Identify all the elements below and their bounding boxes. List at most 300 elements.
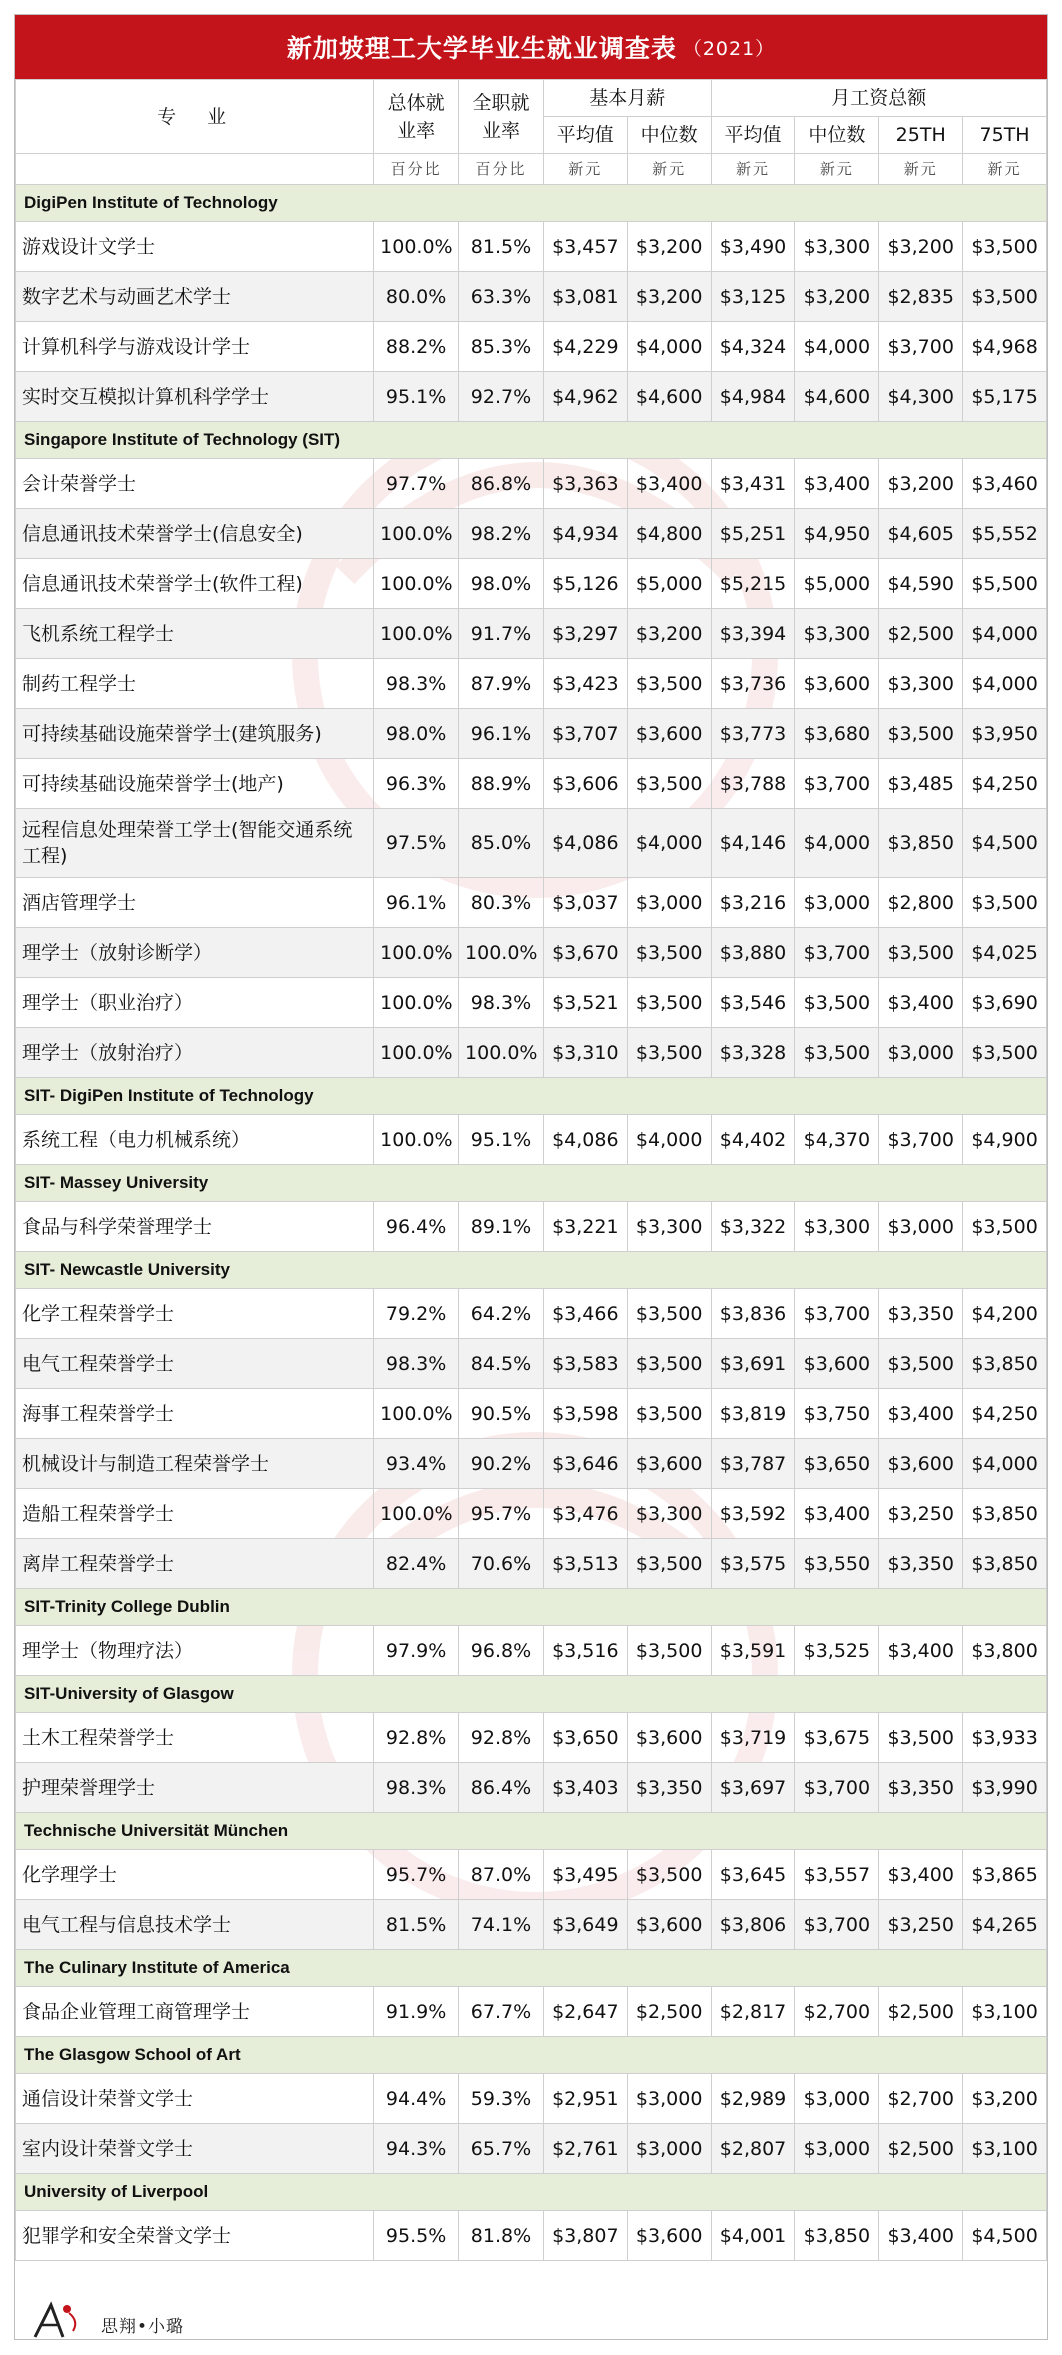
data-cell: 63.3% xyxy=(459,272,544,322)
data-cell: $5,500 xyxy=(963,559,1047,609)
data-cell: $3,650 xyxy=(795,1439,879,1489)
section-row xyxy=(16,1165,1047,1202)
data-cell: 92.8% xyxy=(374,1713,459,1763)
data-cell: $2,700 xyxy=(879,2074,963,2124)
data-cell: $3,500 xyxy=(627,1626,711,1676)
data-cell: $3,500 xyxy=(963,878,1047,928)
data-cell: $3,490 xyxy=(711,222,795,272)
major-name: 食品企业管理工商管理学士 xyxy=(16,1987,374,2037)
major-name: 计算机科学与游戏设计学士 xyxy=(16,322,374,372)
unit-sgd: 新元 xyxy=(879,154,963,185)
major-name: 理学士（放射治疗） xyxy=(16,1028,374,1078)
section-title: SIT-University of Glasgow xyxy=(16,1676,1047,1713)
data-cell: $3,423 xyxy=(543,659,627,709)
data-cell: 95.7% xyxy=(374,1850,459,1900)
data-cell: $3,521 xyxy=(543,978,627,1028)
data-cell: $3,300 xyxy=(627,1202,711,1252)
data-cell: $3,400 xyxy=(879,1850,963,1900)
data-cell: $2,951 xyxy=(543,2074,627,2124)
data-cell: $3,328 xyxy=(711,1028,795,1078)
data-cell: $3,697 xyxy=(711,1763,795,1813)
data-cell: $4,962 xyxy=(543,372,627,422)
section-title: SIT- Newcastle University xyxy=(16,1252,1047,1289)
data-cell: $3,500 xyxy=(879,928,963,978)
data-cell: $3,200 xyxy=(627,609,711,659)
major-name: 信息通讯技术荣誉学士(信息安全) xyxy=(16,509,374,559)
major-name: 系统工程（电力机械系统） xyxy=(16,1115,374,1165)
data-cell: $3,457 xyxy=(543,222,627,272)
section-title: SIT- Massey University xyxy=(16,1165,1047,1202)
col-gross-median: 中位数 xyxy=(795,117,879,154)
data-cell: 82.4% xyxy=(374,1539,459,1589)
data-cell: $4,590 xyxy=(879,559,963,609)
data-cell: 92.7% xyxy=(459,372,544,422)
section-row xyxy=(16,422,1047,459)
data-cell: $3,600 xyxy=(795,1339,879,1389)
data-cell: $3,300 xyxy=(795,609,879,659)
table-row xyxy=(16,1489,1047,1539)
data-cell: $3,400 xyxy=(627,459,711,509)
data-cell: $4,605 xyxy=(879,509,963,559)
data-cell: $3,591 xyxy=(711,1626,795,1676)
data-cell: $4,086 xyxy=(543,809,627,878)
data-cell: $3,600 xyxy=(627,1900,711,1950)
data-cell: $3,598 xyxy=(543,1389,627,1439)
unit-sgd: 新元 xyxy=(795,154,879,185)
data-cell: $3,500 xyxy=(795,978,879,1028)
data-cell: $3,500 xyxy=(627,1389,711,1439)
data-cell: $3,350 xyxy=(879,1539,963,1589)
data-cell: $3,500 xyxy=(879,1339,963,1389)
data-cell: 98.3% xyxy=(374,1763,459,1813)
data-cell: $2,500 xyxy=(879,609,963,659)
major-name: 食品与科学荣誉理学士 xyxy=(16,1202,374,1252)
data-cell: $5,215 xyxy=(711,559,795,609)
data-cell: 94.3% xyxy=(374,2124,459,2174)
major-name: 护理荣誉理学士 xyxy=(16,1763,374,1813)
data-cell: 97.7% xyxy=(374,459,459,509)
data-cell: 80.0% xyxy=(374,272,459,322)
unit-sgd: 新元 xyxy=(543,154,627,185)
page-title xyxy=(15,15,1047,79)
col-basic-median: 中位数 xyxy=(627,117,711,154)
data-cell: $3,460 xyxy=(963,459,1047,509)
data-cell: 100.0% xyxy=(374,609,459,659)
data-cell: $3,700 xyxy=(795,759,879,809)
major-name: 犯罪学和安全荣誉文学士 xyxy=(16,2211,374,2261)
data-cell: $3,650 xyxy=(543,1713,627,1763)
data-cell: $3,546 xyxy=(711,978,795,1028)
section-title: Technische Universität München xyxy=(16,1813,1047,1850)
table-row xyxy=(16,1202,1047,1252)
data-cell: $4,900 xyxy=(963,1115,1047,1165)
data-cell: $3,322 xyxy=(711,1202,795,1252)
data-cell: $3,700 xyxy=(795,1900,879,1950)
major-name: 土木工程荣誉学士 xyxy=(16,1713,374,1763)
data-cell: $4,600 xyxy=(627,372,711,422)
data-cell: $3,100 xyxy=(963,1987,1047,2037)
data-cell: $4,265 xyxy=(963,1900,1047,1950)
data-cell: $3,865 xyxy=(963,1850,1047,1900)
data-cell: $3,773 xyxy=(711,709,795,759)
data-cell: 95.7% xyxy=(459,1489,544,1539)
major-name: 可持续基础设施荣誉学士(建筑服务) xyxy=(16,709,374,759)
data-cell: 84.5% xyxy=(459,1339,544,1389)
data-cell: 94.4% xyxy=(374,2074,459,2124)
data-cell: $3,400 xyxy=(879,1389,963,1439)
table-row xyxy=(16,928,1047,978)
data-cell: $3,500 xyxy=(627,978,711,1028)
data-cell: $3,250 xyxy=(879,1489,963,1539)
data-cell: $3,350 xyxy=(879,1763,963,1813)
col-overall-rate: 总体就业率 xyxy=(374,80,459,154)
data-cell: $3,850 xyxy=(795,2211,879,2261)
data-cell: $3,000 xyxy=(795,878,879,928)
data-cell: $3,700 xyxy=(879,322,963,372)
table-row xyxy=(16,709,1047,759)
data-cell: 98.3% xyxy=(459,978,544,1028)
data-cell: $3,400 xyxy=(795,1489,879,1539)
data-cell: 96.1% xyxy=(459,709,544,759)
data-cell: $3,675 xyxy=(795,1713,879,1763)
data-cell: $3,645 xyxy=(711,1850,795,1900)
table-row xyxy=(16,878,1047,928)
data-cell: $4,025 xyxy=(963,928,1047,978)
data-cell: $3,500 xyxy=(627,1539,711,1589)
data-cell: $3,394 xyxy=(711,609,795,659)
data-cell: $4,370 xyxy=(795,1115,879,1165)
data-cell: $3,670 xyxy=(543,928,627,978)
table-row xyxy=(16,978,1047,1028)
table-row xyxy=(16,1713,1047,1763)
section-title: The Culinary Institute of America xyxy=(16,1950,1047,1987)
data-cell: $3,600 xyxy=(627,709,711,759)
data-cell: $4,000 xyxy=(963,659,1047,709)
table-row xyxy=(16,509,1047,559)
data-cell: $3,200 xyxy=(879,459,963,509)
data-cell: $3,700 xyxy=(795,928,879,978)
table-row xyxy=(16,2211,1047,2261)
table-row xyxy=(16,1763,1047,1813)
data-cell: $3,000 xyxy=(795,2074,879,2124)
data-cell: $3,350 xyxy=(627,1763,711,1813)
data-cell: $3,500 xyxy=(795,1028,879,1078)
major-name: 理学士（放射诊断学） xyxy=(16,928,374,978)
data-cell: $3,500 xyxy=(627,659,711,709)
data-cell: $3,719 xyxy=(711,1713,795,1763)
data-cell: $3,600 xyxy=(795,659,879,709)
data-cell: $4,000 xyxy=(795,809,879,878)
data-cell: $3,690 xyxy=(963,978,1047,1028)
title-text: 新加坡理工大学毕业生就业调查表 xyxy=(286,34,677,63)
table-row xyxy=(16,1987,1047,2037)
data-cell: $3,990 xyxy=(963,1763,1047,1813)
data-cell: $3,592 xyxy=(711,1489,795,1539)
data-cell: $3,600 xyxy=(627,1713,711,1763)
major-name: 理学士（物理疗法） xyxy=(16,1626,374,1676)
data-cell: 95.1% xyxy=(459,1115,544,1165)
data-cell: 85.3% xyxy=(459,322,544,372)
data-cell: $3,500 xyxy=(627,759,711,809)
data-cell: $3,000 xyxy=(879,1202,963,1252)
data-cell: 93.4% xyxy=(374,1439,459,1489)
data-cell: $3,400 xyxy=(879,2211,963,2261)
major-name: 机械设计与制造工程荣誉学士 xyxy=(16,1439,374,1489)
data-cell: $2,835 xyxy=(879,272,963,322)
table-row xyxy=(16,759,1047,809)
data-cell: $3,680 xyxy=(795,709,879,759)
major-name: 数字艺术与动画艺术学士 xyxy=(16,272,374,322)
data-cell: $4,000 xyxy=(627,809,711,878)
data-cell: $3,649 xyxy=(543,1900,627,1950)
data-cell: $3,100 xyxy=(963,2124,1047,2174)
data-cell: 79.2% xyxy=(374,1289,459,1339)
table-row xyxy=(16,1028,1047,1078)
data-cell: 80.3% xyxy=(459,878,544,928)
data-cell: $3,476 xyxy=(543,1489,627,1539)
data-cell: 96.8% xyxy=(459,1626,544,1676)
col-basic-salary: 基本月薪 xyxy=(543,80,711,117)
data-cell: $3,037 xyxy=(543,878,627,928)
data-cell: 64.2% xyxy=(459,1289,544,1339)
data-cell: $2,500 xyxy=(627,1987,711,2037)
data-cell: $4,250 xyxy=(963,1389,1047,1439)
table-row xyxy=(16,1439,1047,1489)
data-cell: 100.0% xyxy=(374,978,459,1028)
data-cell: $3,200 xyxy=(795,272,879,322)
major-name: 化学工程荣誉学士 xyxy=(16,1289,374,1339)
table-row xyxy=(16,459,1047,509)
major-name: 远程信息处理荣誉工学士(智能交通系统工程) xyxy=(16,809,374,878)
data-cell: 86.8% xyxy=(459,459,544,509)
major-name: 酒店管理学士 xyxy=(16,878,374,928)
data-cell: $3,806 xyxy=(711,1900,795,1950)
data-cell: $2,700 xyxy=(795,1987,879,2037)
data-cell: $3,216 xyxy=(711,878,795,928)
data-cell: 65.7% xyxy=(459,2124,544,2174)
data-cell: $4,000 xyxy=(963,609,1047,659)
data-cell: 98.2% xyxy=(459,509,544,559)
major-name: 通信设计荣誉文学士 xyxy=(16,2074,374,2124)
data-cell: $4,000 xyxy=(627,322,711,372)
data-cell: 98.0% xyxy=(374,709,459,759)
col-fulltime-rate: 全职就业率 xyxy=(459,80,544,154)
data-cell: $2,817 xyxy=(711,1987,795,2037)
data-cell: $4,324 xyxy=(711,322,795,372)
data-cell: 88.9% xyxy=(459,759,544,809)
section-row xyxy=(16,1950,1047,1987)
data-cell: 85.0% xyxy=(459,809,544,878)
data-cell: $3,700 xyxy=(795,1289,879,1339)
data-cell: $3,200 xyxy=(963,2074,1047,2124)
data-cell: $3,400 xyxy=(879,978,963,1028)
table-row xyxy=(16,372,1047,422)
table-row xyxy=(16,2074,1047,2124)
data-cell: $5,000 xyxy=(795,559,879,609)
data-cell: $3,525 xyxy=(795,1626,879,1676)
data-cell: $3,933 xyxy=(963,1713,1047,1763)
footer-brand: 思翔•小璐 xyxy=(101,2317,185,2337)
data-cell: $3,400 xyxy=(879,1626,963,1676)
section-row xyxy=(16,1078,1047,1115)
data-cell: $4,800 xyxy=(627,509,711,559)
data-cell: $5,000 xyxy=(627,559,711,609)
data-cell: 100.0% xyxy=(459,1028,544,1078)
major-name: 会计荣誉学士 xyxy=(16,459,374,509)
data-cell: $3,850 xyxy=(879,809,963,878)
data-cell: 100.0% xyxy=(374,559,459,609)
data-cell: $4,500 xyxy=(963,809,1047,878)
data-cell: $3,221 xyxy=(543,1202,627,1252)
unit-empty xyxy=(16,154,374,185)
table-body xyxy=(16,185,1047,2261)
data-cell: 100.0% xyxy=(374,1389,459,1439)
data-cell: $3,736 xyxy=(711,659,795,709)
data-cell: $3,403 xyxy=(543,1763,627,1813)
data-cell: $3,819 xyxy=(711,1389,795,1439)
data-cell: $3,500 xyxy=(963,222,1047,272)
section-title: University of Liverpool xyxy=(16,2174,1047,2211)
data-cell: $3,363 xyxy=(543,459,627,509)
data-cell: $3,575 xyxy=(711,1539,795,1589)
data-cell: $5,126 xyxy=(543,559,627,609)
data-cell: 81.5% xyxy=(374,1900,459,1950)
data-cell: $3,125 xyxy=(711,272,795,322)
data-cell: 67.7% xyxy=(459,1987,544,2037)
data-cell: $5,552 xyxy=(963,509,1047,559)
employment-table xyxy=(15,79,1047,2261)
table-row xyxy=(16,222,1047,272)
data-cell: 92.8% xyxy=(459,1713,544,1763)
data-cell: $2,800 xyxy=(879,878,963,928)
major-name: 制药工程学士 xyxy=(16,659,374,709)
unit-sgd: 新元 xyxy=(963,154,1047,185)
data-cell: $3,807 xyxy=(543,2211,627,2261)
table-row xyxy=(16,809,1047,878)
major-name: 海事工程荣誉学士 xyxy=(16,1389,374,1439)
data-cell: $3,787 xyxy=(711,1439,795,1489)
data-cell: 97.9% xyxy=(374,1626,459,1676)
data-cell: 87.9% xyxy=(459,659,544,709)
data-cell: $3,466 xyxy=(543,1289,627,1339)
data-cell: $3,750 xyxy=(795,1389,879,1439)
section-title: SIT-Trinity College Dublin xyxy=(16,1589,1047,1626)
col-major: 专 业 xyxy=(16,80,374,154)
data-cell: $3,836 xyxy=(711,1289,795,1339)
unit-sgd: 新元 xyxy=(711,154,795,185)
data-cell: $3,485 xyxy=(879,759,963,809)
data-cell: 74.1% xyxy=(459,1900,544,1950)
major-name: 电气工程荣誉学士 xyxy=(16,1339,374,1389)
major-name: 造船工程荣誉学士 xyxy=(16,1489,374,1539)
data-cell: $3,081 xyxy=(543,272,627,322)
data-cell: $5,175 xyxy=(963,372,1047,422)
data-cell: $3,400 xyxy=(795,459,879,509)
data-cell: $3,707 xyxy=(543,709,627,759)
table-row xyxy=(16,2124,1047,2174)
table-row xyxy=(16,1115,1047,1165)
table-row xyxy=(16,272,1047,322)
table-row xyxy=(16,1539,1047,1589)
data-cell: $3,788 xyxy=(711,759,795,809)
data-cell: $3,550 xyxy=(795,1539,879,1589)
data-cell: $4,146 xyxy=(711,809,795,878)
data-cell: $3,500 xyxy=(963,272,1047,322)
col-gross-p75: 75TH xyxy=(963,117,1047,154)
data-cell: 86.4% xyxy=(459,1763,544,1813)
data-cell: 81.8% xyxy=(459,2211,544,2261)
data-cell: 100.0% xyxy=(374,928,459,978)
data-cell: $3,600 xyxy=(879,1439,963,1489)
section-row xyxy=(16,2037,1047,2074)
data-cell: 59.3% xyxy=(459,2074,544,2124)
data-cell: $4,000 xyxy=(627,1115,711,1165)
data-cell: $3,606 xyxy=(543,759,627,809)
data-cell: $4,600 xyxy=(795,372,879,422)
data-cell: $3,700 xyxy=(879,1115,963,1165)
data-cell: $3,583 xyxy=(543,1339,627,1389)
table-row xyxy=(16,559,1047,609)
data-cell: $3,300 xyxy=(795,222,879,272)
col-gross-p25: 25TH xyxy=(879,117,963,154)
data-cell: 100.0% xyxy=(374,1115,459,1165)
title-year: （2021） xyxy=(682,37,776,60)
data-cell: $3,000 xyxy=(795,2124,879,2174)
data-cell: 87.0% xyxy=(459,1850,544,1900)
data-cell: $3,000 xyxy=(879,1028,963,1078)
data-cell: 95.1% xyxy=(374,372,459,422)
data-cell: 90.5% xyxy=(459,1389,544,1439)
col-gross-mean: 平均值 xyxy=(711,117,795,154)
data-cell: $4,300 xyxy=(879,372,963,422)
data-cell: 70.6% xyxy=(459,1539,544,1589)
unit-pct: 百分比 xyxy=(459,154,544,185)
data-cell: $2,647 xyxy=(543,1987,627,2037)
data-cell: $3,350 xyxy=(879,1289,963,1339)
data-cell: 96.3% xyxy=(374,759,459,809)
major-name: 化学理学士 xyxy=(16,1850,374,1900)
data-cell: $3,297 xyxy=(543,609,627,659)
data-cell: 96.1% xyxy=(374,878,459,928)
data-cell: $4,001 xyxy=(711,2211,795,2261)
data-cell: $4,250 xyxy=(963,759,1047,809)
data-cell: 96.4% xyxy=(374,1202,459,1252)
data-cell: 100.0% xyxy=(459,928,544,978)
data-cell: 98.0% xyxy=(459,559,544,609)
data-cell: $4,000 xyxy=(795,322,879,372)
section-row xyxy=(16,1676,1047,1713)
data-cell: $3,300 xyxy=(879,659,963,709)
table-row xyxy=(16,1289,1047,1339)
data-cell: $4,402 xyxy=(711,1115,795,1165)
data-cell: $3,300 xyxy=(627,1489,711,1539)
data-cell: $3,200 xyxy=(627,222,711,272)
major-name: 飞机系统工程学士 xyxy=(16,609,374,659)
data-cell: 100.0% xyxy=(374,222,459,272)
data-cell: $3,500 xyxy=(627,1850,711,1900)
major-name: 游戏设计文学士 xyxy=(16,222,374,272)
major-name: 实时交互模拟计算机科学学士 xyxy=(16,372,374,422)
section-title: SIT- DigiPen Institute of Technology xyxy=(16,1078,1047,1115)
section-title: The Glasgow School of Art xyxy=(16,2037,1047,2074)
survey-table-frame xyxy=(14,14,1048,2340)
data-cell: $3,600 xyxy=(627,1439,711,1489)
table-row xyxy=(16,322,1047,372)
data-cell: $2,761 xyxy=(543,2124,627,2174)
data-cell: $4,086 xyxy=(543,1115,627,1165)
data-cell: $2,807 xyxy=(711,2124,795,2174)
table-row xyxy=(16,609,1047,659)
